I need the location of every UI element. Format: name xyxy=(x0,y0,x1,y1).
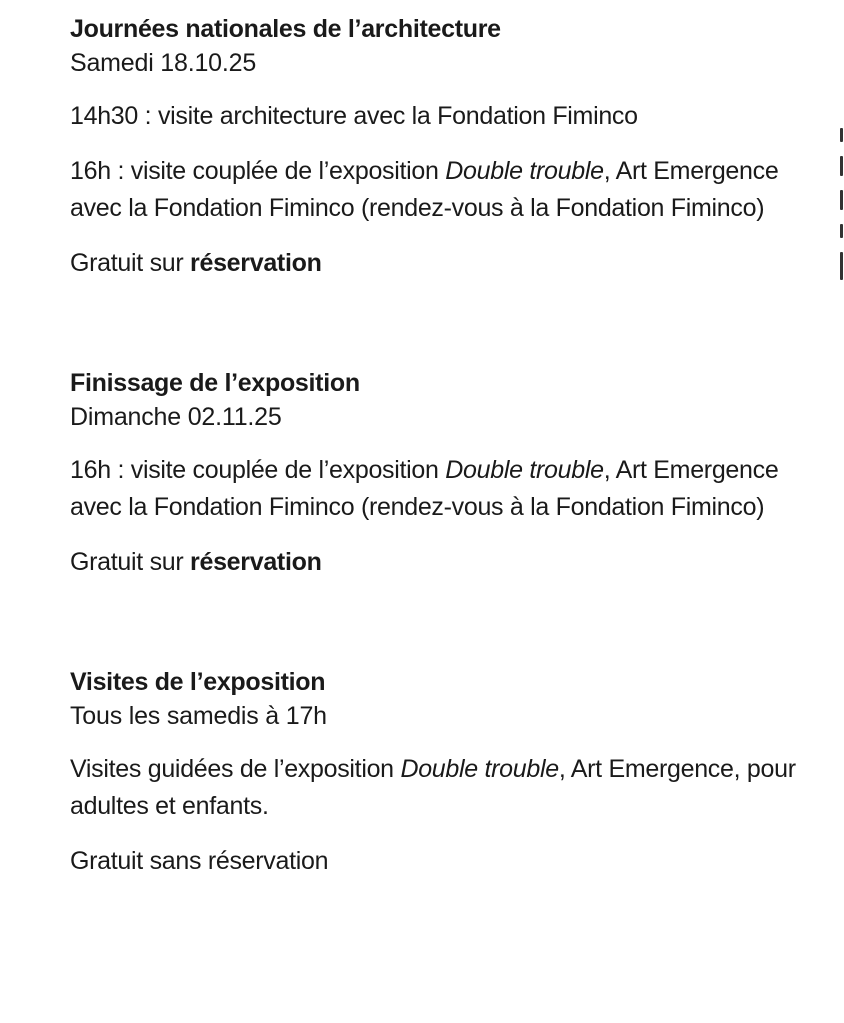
line-text: 14h30 : visite architecture avec la Fondation Fiminco xyxy=(70,102,638,130)
edge-fragment xyxy=(840,252,843,280)
price-text: Gratuit sans réservation xyxy=(70,847,329,875)
event-finissage xyxy=(70,366,810,581)
event-title: Finissage de l’exposition xyxy=(70,369,360,397)
price-text: Gratuit sur xyxy=(70,548,191,576)
event-visites xyxy=(70,665,810,880)
event-title: Visites de l’exposition xyxy=(70,668,326,696)
event-schedule-line xyxy=(70,98,810,135)
line-text: 16h : visite couplée de l’exposition xyxy=(70,456,446,484)
clipped-column-edge xyxy=(840,128,844,294)
event-schedule-line xyxy=(70,751,810,825)
price-text: Gratuit sur xyxy=(70,249,191,277)
event-date: Dimanche 02.11.25 xyxy=(70,403,282,431)
line-text: , Art Emergence avec la Fondation Fiminco (rendez-vous à la Fondation Fiminco) xyxy=(70,456,779,521)
line-text: , Art Emergence, pour adultes et enfants. xyxy=(70,755,796,820)
event-date: Tous les samedis à 17h xyxy=(70,702,327,730)
event-schedule-line xyxy=(70,452,810,526)
event-price xyxy=(70,843,810,880)
exhibition-title: Double trouble xyxy=(445,456,604,484)
event-date: Samedi 18.10.25 xyxy=(70,49,257,77)
event-price xyxy=(70,544,810,581)
line-text: 16h : visite couplée de l’exposition xyxy=(70,157,446,185)
line-text: Visites guidées de l’exposition xyxy=(70,755,401,783)
edge-fragment xyxy=(840,128,843,142)
events-list xyxy=(70,12,810,880)
line-text: , Art Emergence avec la Fondation Fiminco (rendez-vous à la Fondation Fiminco) xyxy=(70,157,779,222)
event-journees-architecture xyxy=(70,12,810,282)
edge-fragment xyxy=(840,224,843,238)
exhibition-title: Double trouble xyxy=(445,157,604,185)
event-price xyxy=(70,245,810,282)
reservation-label: réservation xyxy=(190,548,322,576)
event-schedule-line xyxy=(70,153,810,227)
event-title: Journées nationales de l’architecture xyxy=(70,15,501,43)
exhibition-title: Double trouble xyxy=(400,755,559,783)
reservation-label: réservation xyxy=(190,249,322,277)
edge-fragment xyxy=(840,156,843,176)
edge-fragment xyxy=(840,190,843,210)
